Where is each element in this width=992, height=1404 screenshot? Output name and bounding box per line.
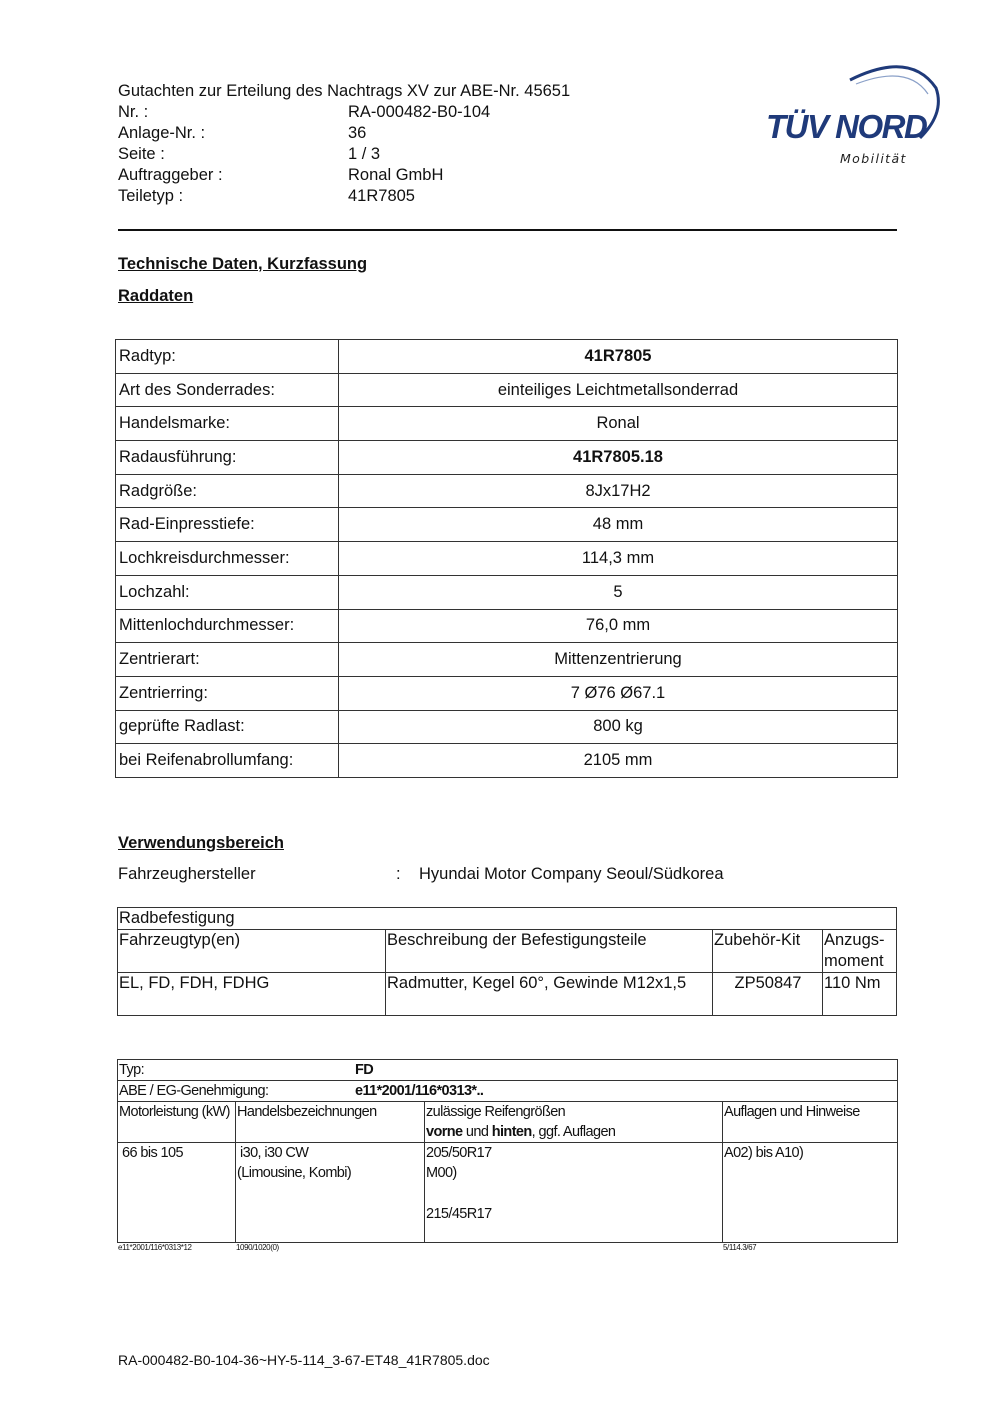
row-value: 2105 mm: [339, 744, 898, 778]
row-value: 48 mm: [339, 508, 898, 542]
wheel-data-table: [115, 339, 898, 778]
trade-cell: [236, 1143, 425, 1243]
row-label: Radtyp:: [116, 340, 339, 374]
vehicle-type-table: [117, 1059, 898, 1243]
manufacturer-label: Fahrzeughersteller: [118, 865, 256, 883]
header-row-nr: [118, 102, 570, 123]
header-label: Nr. :: [118, 103, 149, 121]
header-row-seite: [118, 144, 570, 165]
table-row: [118, 1060, 898, 1081]
row-value: einteiliges Leichtmetallsonderrad: [339, 373, 898, 407]
row-value: Mittenzentrierung: [339, 643, 898, 677]
row-label: Zentrierart:: [116, 643, 339, 677]
tyre-size: 205/50R17: [426, 1145, 492, 1161]
row-value: Ronal: [339, 407, 898, 441]
row-value: 800 kg: [339, 710, 898, 744]
row-label: geprüfte Radlast:: [116, 710, 339, 744]
column-header: Beschreibung der Befestigungsteile: [386, 930, 713, 973]
row-value: 76,0 mm: [339, 609, 898, 643]
table-row: [118, 908, 897, 930]
table-row: [116, 609, 898, 643]
row-value: 5: [339, 575, 898, 609]
header-value: RA-000482-B0-104: [348, 103, 491, 121]
row-label: Zentrierring:: [116, 676, 339, 710]
row-label: Radgröße:: [116, 474, 339, 508]
table-row: [116, 710, 898, 744]
header-row-anlage: [118, 123, 570, 144]
column-header: Motorleistung (kW): [118, 1102, 236, 1143]
and-label: und: [462, 1124, 492, 1140]
table-row: [116, 508, 898, 542]
footnote: e11*2001/116*0313*12: [118, 1243, 192, 1252]
header-label: Seite :: [118, 145, 165, 163]
tyres-header-line1: zulässige Reifengrößen: [426, 1104, 566, 1120]
footnote: 1090/1020(0): [236, 1243, 279, 1252]
type-row: [118, 1060, 898, 1081]
type-value: FD: [355, 1062, 374, 1078]
logo-brand: TÜV NORD: [766, 108, 927, 145]
manufacturer-value: Hyundai Motor Company Seoul/Südkorea: [419, 865, 724, 883]
column-header: Fahrzeugtyp(en): [118, 930, 386, 973]
row-label: Lochkreisdurchmesser:: [116, 542, 339, 576]
row-value: 8Jx17H2: [339, 474, 898, 508]
header-divider: [118, 229, 897, 231]
table-row: [118, 973, 897, 1016]
tyre-size: 215/45R17: [426, 1206, 492, 1222]
table-row: [118, 930, 897, 973]
header-label: Auftraggeber :: [118, 166, 223, 184]
table-row: [116, 441, 898, 475]
table-row: [116, 575, 898, 609]
header-value: 36: [348, 124, 367, 142]
table-row: [116, 373, 898, 407]
front-label: vorne: [426, 1124, 463, 1140]
column-header-tyres: [425, 1102, 723, 1143]
tuev-nord-logo: [760, 58, 945, 173]
abe-label: ABE / EG-Genehmigung:: [119, 1083, 269, 1099]
header-row-teiletyp: [118, 186, 570, 207]
table-row: [116, 407, 898, 441]
column-header: Auflagen und Hinweise: [723, 1102, 898, 1143]
header-value: Ronal GmbH: [348, 166, 444, 184]
logo-subtitle: Mobilität: [840, 151, 907, 166]
table-row: [116, 474, 898, 508]
header-value: 1 / 3: [348, 145, 381, 163]
rear-label: hinten: [491, 1124, 532, 1140]
table-row: [116, 542, 898, 576]
table-row: [116, 676, 898, 710]
row-label: Radausführung:: [116, 441, 339, 475]
table-row: [116, 340, 898, 374]
row-label: Rad-Einpresstiefe:: [116, 508, 339, 542]
row-label: Lochzahl:: [116, 575, 339, 609]
header-label: Anlage-Nr. :: [118, 124, 206, 142]
table-row: [118, 1081, 898, 1102]
power-cell: 66 bis 105: [118, 1143, 236, 1243]
row-value: 7 Ø76 Ø67.1: [339, 676, 898, 710]
abe-value: e11*2001/116*0313*..: [355, 1083, 484, 1099]
header-row-auftraggeber: [118, 165, 570, 186]
table-row: [116, 744, 898, 778]
tyres-cell: [425, 1143, 723, 1243]
manufacturer-colon: :: [396, 865, 401, 883]
mounting-title: Radbefestigung: [118, 908, 897, 930]
table-row: [118, 1102, 898, 1143]
conditions-label: , ggf. Auflagen: [531, 1124, 616, 1140]
tyres-header-line2: [426, 1122, 722, 1142]
table-cell: EL, FD, FDH, FDHG: [118, 973, 386, 1016]
document-filename: RA-000482-B0-104-36~HY-5-114_3-67-ET48_41R7805.doc: [118, 1352, 490, 1368]
column-header: Anzugs-moment: [823, 930, 897, 973]
row-label: Handelsmarke:: [116, 407, 339, 441]
trade-body: (Limousine, Kombi): [237, 1165, 352, 1181]
table-cell: ZP50847: [713, 973, 823, 1016]
row-value: 41R7805.18: [339, 441, 898, 475]
column-header: Handelsbezeichnungen: [236, 1102, 425, 1143]
abe-row: [118, 1081, 898, 1102]
column-header: Zubehör-Kit: [713, 930, 823, 973]
notes-cell: A02) bis A10): [723, 1143, 898, 1243]
row-label: bei Reifenabrollumfang:: [116, 744, 339, 778]
row-value: 114,3 mm: [339, 542, 898, 576]
row-label: Mittenlochdurchmesser:: [116, 609, 339, 643]
trade-name: i30, i30 CW: [240, 1145, 309, 1161]
table-cell: Radmutter, Kegel 60°, Gewinde M12x1,5: [386, 973, 713, 1016]
section-title-usage: Verwendungsbereich: [118, 834, 284, 852]
row-value: 41R7805: [339, 340, 898, 374]
tyre-note: M00): [426, 1165, 457, 1181]
row-label: Art des Sonderrades:: [116, 373, 339, 407]
section-title-wheel: Raddaten: [118, 287, 194, 305]
section-title-tech: Technische Daten, Kurzfassung: [118, 255, 368, 273]
document-title: Gutachten zur Erteilung des Nachtrags XV zur ABE-Nr. 45651: [118, 82, 571, 100]
table-cell: 110 Nm: [823, 973, 897, 1016]
table-row: [116, 643, 898, 677]
mounting-table: [117, 907, 897, 1016]
footnote: 5/114.3/67: [723, 1243, 757, 1252]
table-row: [118, 1143, 898, 1243]
type-label: Typ:: [119, 1062, 144, 1078]
header-value: 41R7805: [348, 187, 415, 205]
document-header: [118, 81, 570, 207]
header-label: Teiletyp :: [118, 187, 184, 205]
